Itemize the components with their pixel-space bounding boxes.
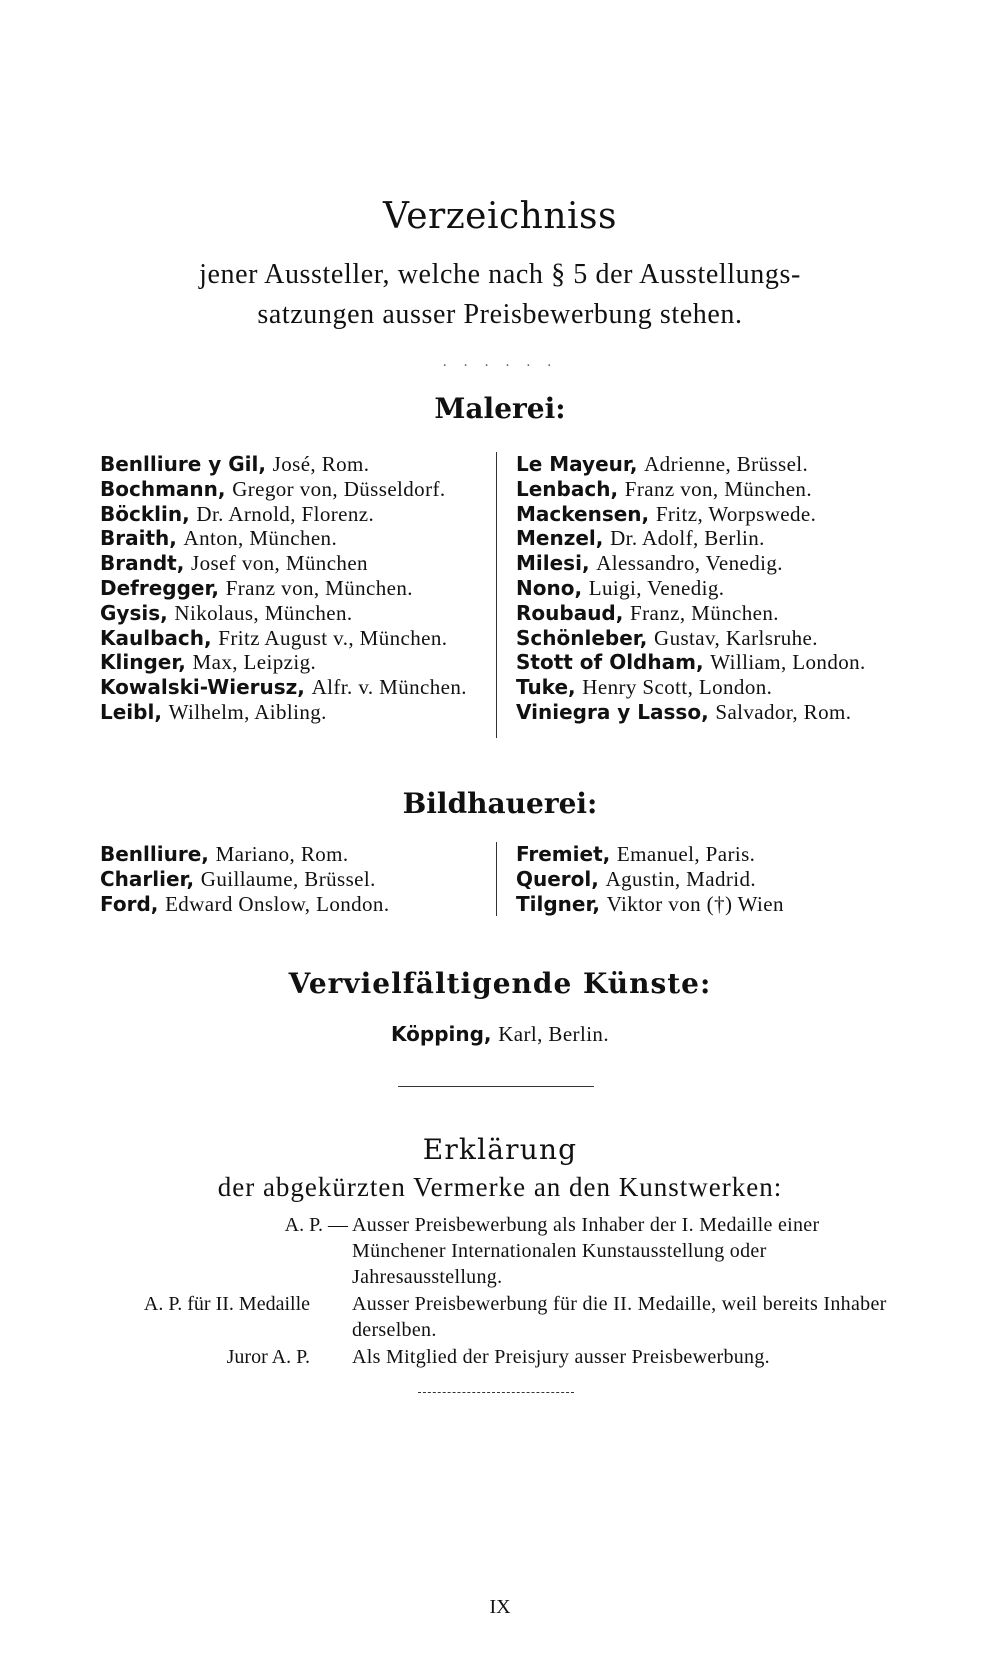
artist-name: Braith, <box>100 526 177 551</box>
legend-item <box>0 1212 1000 1292</box>
page-title: Verzeichniss <box>383 196 617 237</box>
list-item <box>100 867 389 892</box>
list-item <box>100 675 467 700</box>
section-heading-bildhauerei: Bildhauerei: <box>402 787 598 820</box>
artist-details: Gregor von, Düsseldorf. <box>232 476 446 501</box>
page-subtitle <box>0 255 1000 335</box>
horizontal-rule <box>418 1392 574 1393</box>
column-divider <box>496 842 497 916</box>
artist-details: Wilhelm, Aibling. <box>168 699 327 724</box>
artist-details: Franz von, München. <box>624 476 812 501</box>
malerei-left-column <box>100 452 467 725</box>
artist-details: Alfr. v. München. <box>311 675 467 700</box>
artist-name: Tilgner, <box>516 891 600 916</box>
section-heading-vervielfaeltigende: Vervielfältigende Künste: <box>288 967 712 1000</box>
legend-key: A. P. für II. Medaille <box>143 1293 310 1315</box>
list-item <box>100 892 389 917</box>
bildhauerei-left-column <box>100 842 389 916</box>
list-item <box>100 700 467 725</box>
artist-details: Fritz, Worpswede. <box>655 501 817 526</box>
malerei-right-column <box>516 452 866 725</box>
artist-details: Nikolaus, München. <box>174 600 353 625</box>
artist-details: Alessandro, Venedig. <box>596 551 783 576</box>
artist-details: Edward Onslow, London. <box>165 891 390 916</box>
artist-name: Le Mayeur, <box>516 452 638 476</box>
subtitle-line-1: jener Aussteller, welche nach § 5 der Ausstellungs- <box>199 259 801 290</box>
artist-name: Köpping, <box>391 1022 492 1046</box>
list-item <box>516 601 866 626</box>
list-item <box>516 452 866 477</box>
artist-name: Klinger, <box>100 650 186 675</box>
legend-key: Juror A. P. <box>226 1346 310 1368</box>
artist-name: Roubaud, <box>516 600 624 625</box>
artist-name: Defregger, <box>100 575 220 600</box>
artist-details: William, London. <box>710 650 866 675</box>
list-item <box>516 576 866 601</box>
artist-name: Schönleber, <box>516 625 648 650</box>
list-item <box>100 452 467 477</box>
artist-details: Agustin, Madrid. <box>605 866 757 891</box>
artist-name: Tuke, <box>516 675 576 700</box>
artist-details: Salvador, Rom. <box>715 699 852 724</box>
artist-details: Henry Scott, London. <box>582 675 773 700</box>
artist-details: Viktor von (†) Wien <box>606 891 784 916</box>
artist-details: Josef von, München <box>191 551 368 576</box>
erklaerung-subtitle: der abgekürzten Vermerke an den Kunstwerken: <box>217 1172 783 1202</box>
artist-details: José, Rom. <box>272 452 370 476</box>
list-item <box>516 675 866 700</box>
page-number: IX <box>489 1596 511 1618</box>
artist-name: Brandt, <box>100 551 185 576</box>
artist-name: Kaulbach, <box>100 625 212 650</box>
list-item <box>100 551 467 576</box>
subtitle-line-2: satzungen ausser Preisbewerbung stehen. <box>257 299 743 330</box>
list-item <box>100 650 467 675</box>
artist-name: Viniegra y Lasso, <box>516 699 709 724</box>
legend-item <box>0 1291 1000 1345</box>
list-item <box>516 551 866 576</box>
list-item <box>100 526 467 551</box>
artist-name: Bochmann, <box>100 476 226 501</box>
list-item <box>100 842 389 867</box>
column-divider <box>496 452 497 738</box>
artist-name: Nono, <box>516 575 583 600</box>
artist-name: Leibl, <box>100 699 162 724</box>
legend-text: Ausser Preisbewerbung als Inhaber der I. Medaille einer Münchener Internationalen Kunstausstellung oder Jahresausstellung. <box>352 1214 820 1288</box>
list-item <box>516 892 784 917</box>
horizontal-rule <box>398 1086 594 1087</box>
list-item <box>516 626 866 651</box>
list-item <box>516 502 866 527</box>
list-item <box>516 477 866 502</box>
artist-details: Emanuel, Paris. <box>616 842 756 866</box>
artist-details: Franz von, München. <box>225 575 413 600</box>
artist-name: Stott of Oldham, <box>516 650 704 675</box>
artist-name: Ford, <box>100 891 159 916</box>
artist-name: Mackensen, <box>516 501 650 526</box>
artist-details: Dr. Adolf, Berlin. <box>610 526 765 551</box>
artist-details: Luigi, Venedig. <box>588 575 725 600</box>
list-item <box>516 650 866 675</box>
artist-name: Menzel, <box>516 526 604 551</box>
artist-name: Benlliure y Gil, <box>100 452 266 476</box>
artist-details: Karl, Berlin. <box>498 1022 609 1046</box>
list-item <box>516 842 784 867</box>
legend-text: Ausser Preisbewerbung für die II. Medaille, weil bereits Inhaber derselben. <box>352 1293 887 1341</box>
artist-details: Fritz August v., München. <box>218 625 448 650</box>
artist-name: Lenbach, <box>516 476 619 501</box>
list-item <box>100 576 467 601</box>
artist-details: Franz, München. <box>630 600 779 625</box>
vervielfaeltigende-entry <box>0 1022 1000 1047</box>
list-item <box>516 700 866 725</box>
artist-details: Gustav, Karlsruhe. <box>654 625 818 650</box>
erklaerung-title: Erklärung <box>422 1133 578 1166</box>
artist-details: Adrienne, Brüssel. <box>644 452 809 476</box>
artist-name: Benlliure, <box>100 842 209 866</box>
list-item <box>516 526 866 551</box>
legend-text: Als Mitglied der Preisjury ausser Preisbewerbung. <box>352 1346 770 1368</box>
list-item <box>100 626 467 651</box>
legend-item <box>0 1344 1000 1372</box>
artist-details: Dr. Arnold, Florenz. <box>196 501 375 526</box>
artist-name: Milesi, <box>516 551 590 576</box>
list-item <box>100 477 467 502</box>
list-item <box>516 867 784 892</box>
artist-name: Gysis, <box>100 600 168 625</box>
list-item <box>100 601 467 626</box>
artist-details: Anton, München. <box>183 526 338 551</box>
artist-details: Mariano, Rom. <box>215 842 349 866</box>
separator-dots: . . . . . . <box>442 354 558 370</box>
artist-details: Max, Leipzig. <box>192 650 317 675</box>
artist-name: Querol, <box>516 866 599 891</box>
artist-details: Guillaume, Brüssel. <box>200 866 376 891</box>
list-item <box>100 502 467 527</box>
artist-name: Fremiet, <box>516 842 611 866</box>
artist-name: Böcklin, <box>100 501 190 526</box>
legend-key: A. P. — <box>284 1214 348 1236</box>
bildhauerei-right-column <box>516 842 784 916</box>
artist-name: Kowalski-Wierusz, <box>100 675 305 700</box>
section-heading-malerei: Malerei: <box>434 392 566 425</box>
artist-name: Charlier, <box>100 866 195 891</box>
